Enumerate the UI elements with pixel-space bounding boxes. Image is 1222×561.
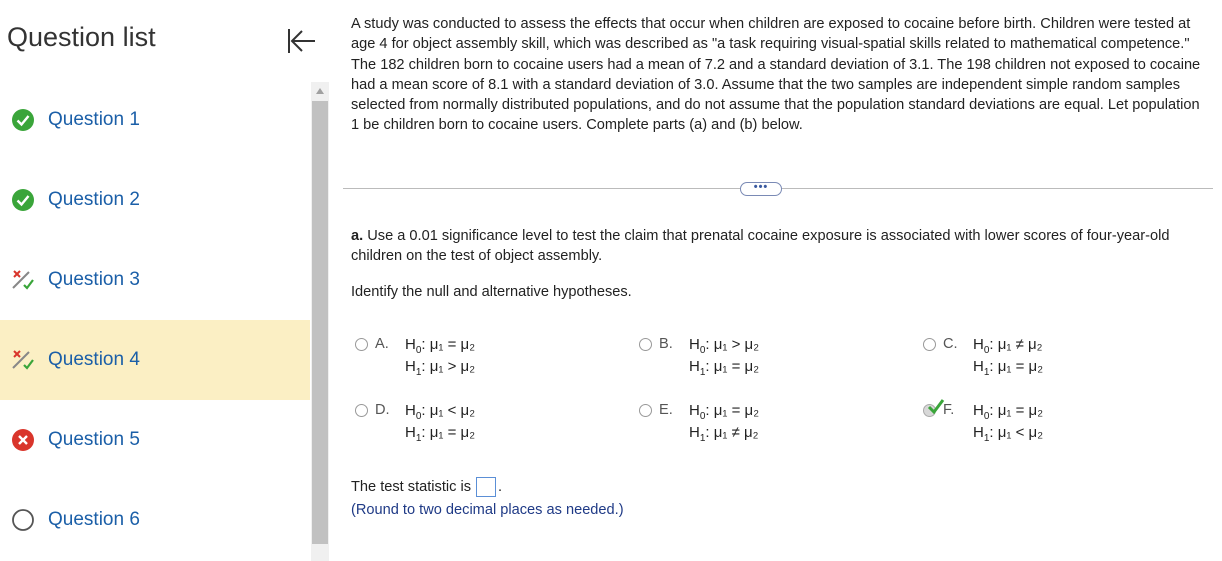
option-letter: B. <box>659 336 673 352</box>
scroll-up-arrow-icon <box>315 87 325 95</box>
alternative-hypothesis: $H_1$: μ₁ = μ₂ <box>405 424 476 444</box>
null-hypothesis: $H_0$: μ₁ ≠ μ₂ <box>973 336 1043 356</box>
h0-expression: μ₁ = μ₂ <box>997 402 1044 419</box>
option-e[interactable] <box>639 399 899 445</box>
option-a[interactable] <box>355 333 615 379</box>
partial-credit-icon <box>11 348 35 372</box>
h0-expression: μ₁ > μ₂ <box>713 336 760 353</box>
option-letter: C. <box>943 336 958 352</box>
radio-button[interactable] <box>639 338 652 351</box>
alternative-hypothesis: $H_1$: μ₁ = μ₂ <box>689 358 760 378</box>
question-item-1[interactable] <box>0 80 310 160</box>
more-button[interactable]: ••• <box>740 182 782 196</box>
test-statistic-input[interactable] <box>476 477 496 497</box>
identify-hypotheses-prompt: Identify the null and alternative hypotheses. <box>351 284 632 300</box>
h1-expression: μ₁ ≠ μ₂ <box>713 424 759 441</box>
null-hypothesis: $H_0$: μ₁ = μ₂ <box>973 402 1044 422</box>
null-hypothesis: $H_0$: μ₁ < μ₂ <box>405 402 476 422</box>
option-letter: E. <box>659 402 673 418</box>
h1-expression: μ₁ = μ₂ <box>997 358 1044 375</box>
h1-expression: μ₁ > μ₂ <box>429 358 476 375</box>
radio-button[interactable] <box>355 404 368 417</box>
empty-circle-icon <box>11 508 35 532</box>
option-letter: D. <box>375 402 390 418</box>
part-a-label: a. <box>351 228 364 244</box>
question-label: Question 1 <box>48 109 140 130</box>
question-list-sidebar <box>0 0 311 561</box>
h1-expression: μ₁ = μ₂ <box>429 424 476 441</box>
null-hypothesis: $H_0$: μ₁ = μ₂ <box>689 402 760 422</box>
part-a-text: Use a 0.01 significance level to test the claim that prenatal cocaine exposure is associated with lower scores of four-year-old children on the test of object assembly. <box>351 228 1170 265</box>
question-list-title: Question list <box>7 22 156 52</box>
partial-credit-icon <box>11 268 35 292</box>
check-circle-icon <box>11 108 35 132</box>
option-d[interactable] <box>355 399 615 445</box>
scrollbar-thumb[interactable] <box>312 101 328 544</box>
option-b[interactable] <box>639 333 899 379</box>
question-label: Question 4 <box>48 349 140 370</box>
alternative-hypothesis: $H_1$: μ₁ ≠ μ₂ <box>689 424 759 444</box>
rounding-note: (Round to two decimal places as needed.) <box>351 502 624 518</box>
null-hypothesis: $H_0$: μ₁ > μ₂ <box>689 336 760 356</box>
alternative-hypothesis: $H_1$: μ₁ = μ₂ <box>973 358 1044 378</box>
test-statistic-label: The test statistic is <box>351 479 472 495</box>
h1-expression: μ₁ < μ₂ <box>997 424 1044 441</box>
question-item-2[interactable] <box>0 160 310 240</box>
option-letter: A. <box>375 336 389 352</box>
h1-expression: μ₁ = μ₂ <box>713 358 760 375</box>
part-a-instructions <box>351 226 1171 267</box>
sidebar-scrollbar[interactable] <box>311 82 329 561</box>
question-item-4[interactable] <box>0 320 310 400</box>
h0-expression: μ₁ ≠ μ₂ <box>997 336 1043 353</box>
question-prompt: A study was conducted to assess the effects that occur when children are exposed to cocaine before birth. Children were tested at age 4 for object assembly skill, which was described as "a task requiring visual-spatial skills related to mathematical competence." The 182 children born to cocaine users had a mean of 7.2 and a standard deviation of 3.1. The 198 children not exposed to cocaine had a mean score of 8.1 with a standard deviation of 3.0. Assume that the two samples are independent simple random samples selected from normally distributed populations, and do not assume that the population standard deviations are equal. Let population 1 be children born to cocaine users. Complete parts (a) and (b) below. <box>351 16 1201 134</box>
question-label: Question 6 <box>48 509 140 530</box>
question-main-panel <box>333 0 1222 561</box>
alternative-hypothesis: $H_1$: μ₁ < μ₂ <box>973 424 1044 444</box>
question-item-5[interactable] <box>0 400 310 480</box>
test-statistic-line <box>351 477 502 497</box>
h0-expression: μ₁ < μ₂ <box>429 402 476 419</box>
null-hypothesis: $H_0$: μ₁ = μ₂ <box>405 336 476 356</box>
test-statistic-period: . <box>498 479 503 495</box>
option-f[interactable] <box>923 399 1183 445</box>
radio-button[interactable] <box>355 338 368 351</box>
x-circle-icon <box>11 428 35 452</box>
question-label: Question 3 <box>48 269 140 290</box>
check-circle-icon <box>11 188 35 212</box>
scroll-up-button[interactable] <box>311 82 329 100</box>
collapse-sidebar-button[interactable] <box>283 26 319 56</box>
radio-button[interactable] <box>639 404 652 417</box>
question-label: Question 5 <box>48 429 140 450</box>
option-c[interactable] <box>923 333 1183 379</box>
h0-expression: μ₁ = μ₂ <box>429 336 476 353</box>
h0-expression: μ₁ = μ₂ <box>713 402 760 419</box>
option-letter: F. <box>943 402 955 418</box>
question-item-6[interactable] <box>0 480 310 560</box>
question-item-3[interactable] <box>0 240 310 320</box>
question-label: Question 2 <box>48 189 140 210</box>
collapse-left-icon <box>283 26 319 56</box>
radio-button[interactable] <box>923 338 936 351</box>
alternative-hypothesis: $H_1$: μ₁ > μ₂ <box>405 358 476 378</box>
